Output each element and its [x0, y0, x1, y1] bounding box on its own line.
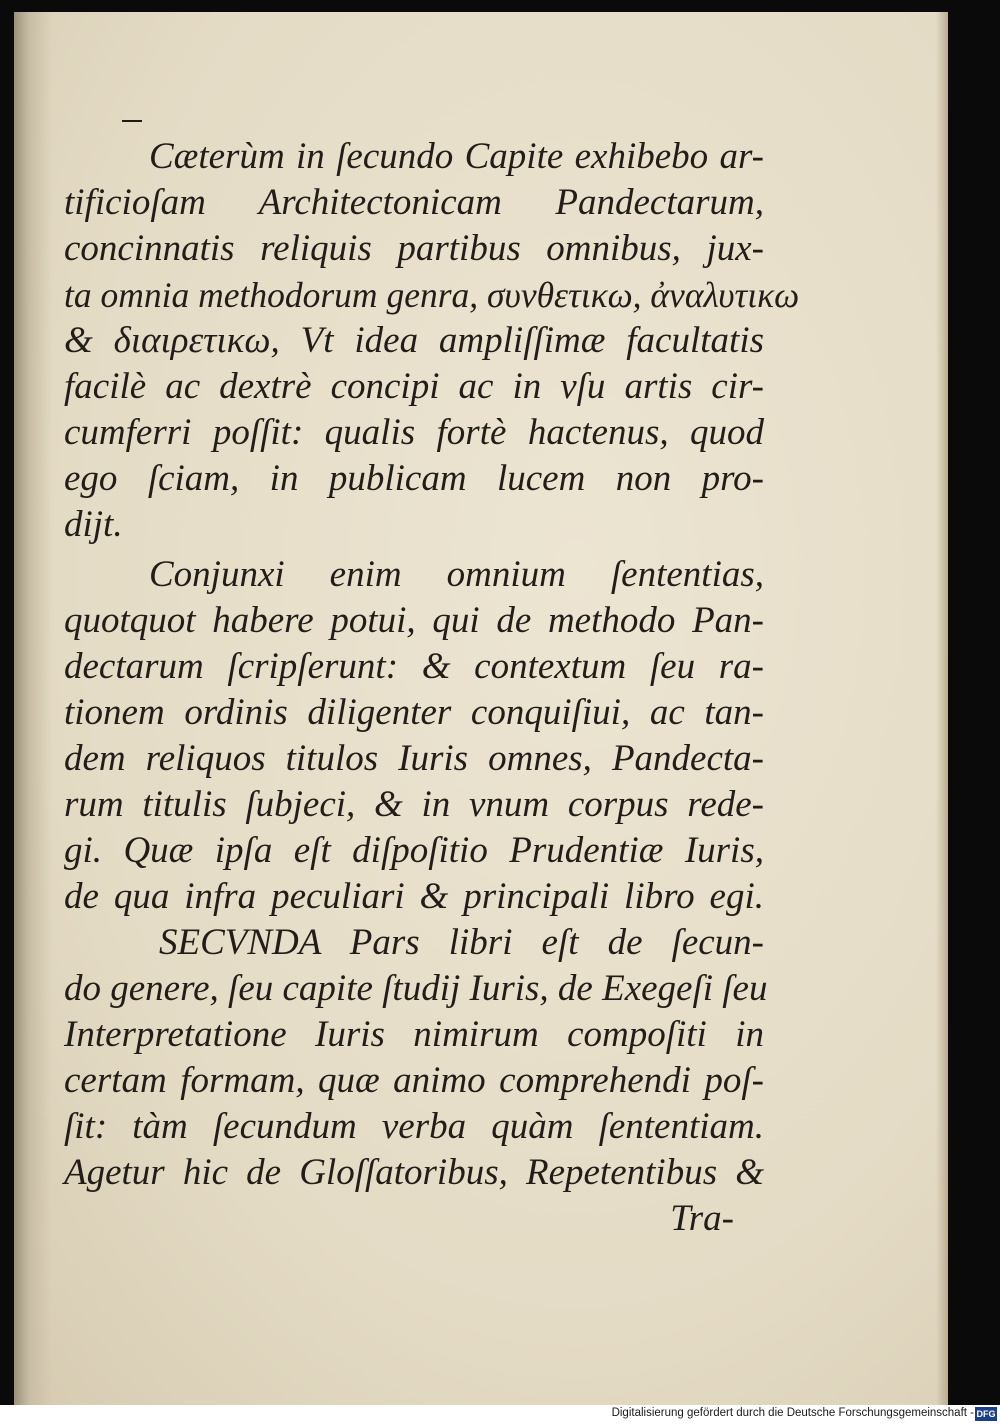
text-line-12: dectarum ſcripſerunt: & contextum ſeu ra-: [64, 646, 764, 687]
text-line-5: & διαιρετικω, Vt idea ampliſſimæ facultatis: [64, 320, 764, 361]
text-line-13: tionem ordinis diligenter conquiſiui, ac tan-: [64, 692, 764, 733]
text-line-7: cumferri poſſit: qualis fortè hactenus, quod: [64, 412, 764, 453]
text-line-19: do genere, ſeu capite ſtudij Iuris, de Exegeſi ſeu: [64, 968, 768, 1009]
text-line-11: quotquot habere potui, qui de methodo Pan-: [64, 600, 764, 641]
footer-bar: [0, 1405, 1000, 1424]
text-line-4: ta omnia methodorum genra, συνθετικω, ἀναλυτικω: [64, 275, 800, 315]
text-line-17: de qua infra peculiari & principali libro egi.: [64, 876, 764, 917]
catchword: Tra-: [670, 1198, 734, 1239]
text-line-18: SECVNDA Pars libri eſt de ſecun-: [159, 922, 764, 963]
book-page: [14, 12, 948, 1405]
text-line-22: ſit: tàm ſecundum verba quàm ſententiam.: [64, 1106, 764, 1147]
text-line-20: Interpretatione Iuris nimirum compoſiti in: [64, 1014, 764, 1055]
margin-mark: [122, 120, 142, 122]
funding-credit: Digitalisierung gefördert durch die Deutsche Forschungsgemeinschaft -: [611, 1407, 974, 1419]
text-line-1: Cæterùm in ſecundo Capite exhibebo ar-: [149, 136, 764, 177]
text-line-16: gi. Quæ ipſa eſt diſpoſitio Prudentiæ Iuris,: [64, 830, 764, 871]
text-line-2: tificioſam Architectonicam Pandectarum,: [64, 182, 764, 223]
text-line-15: rum titulis ſubjeci, & in vnum corpus rede-: [64, 784, 764, 825]
text-line-21: certam formam, quæ animo comprehendi poſ-: [64, 1060, 764, 1101]
gutter-shadow: [14, 12, 52, 1405]
text-line-9: dijt.: [64, 504, 123, 545]
text-line-8: ego ſciam, in publicam lucem non pro-: [64, 458, 764, 499]
dfg-logo-icon: DFG: [976, 1409, 996, 1419]
text-line-10: Conjunxi enim omnium ſententias,: [149, 554, 764, 595]
text-line-23: Agetur hic de Gloſſatoribus, Repetentibus &: [64, 1152, 764, 1193]
text-line-3: concinnatis reliquis partibus omnibus, jux-: [64, 228, 764, 269]
page-edge-shadow: [936, 12, 948, 1405]
text-line-14: dem reliquos titulos Iuris omnes, Pandecta-: [64, 738, 764, 779]
text-line-6: facilè ac dextrè concipi ac in vſu artis cir-: [64, 366, 764, 407]
